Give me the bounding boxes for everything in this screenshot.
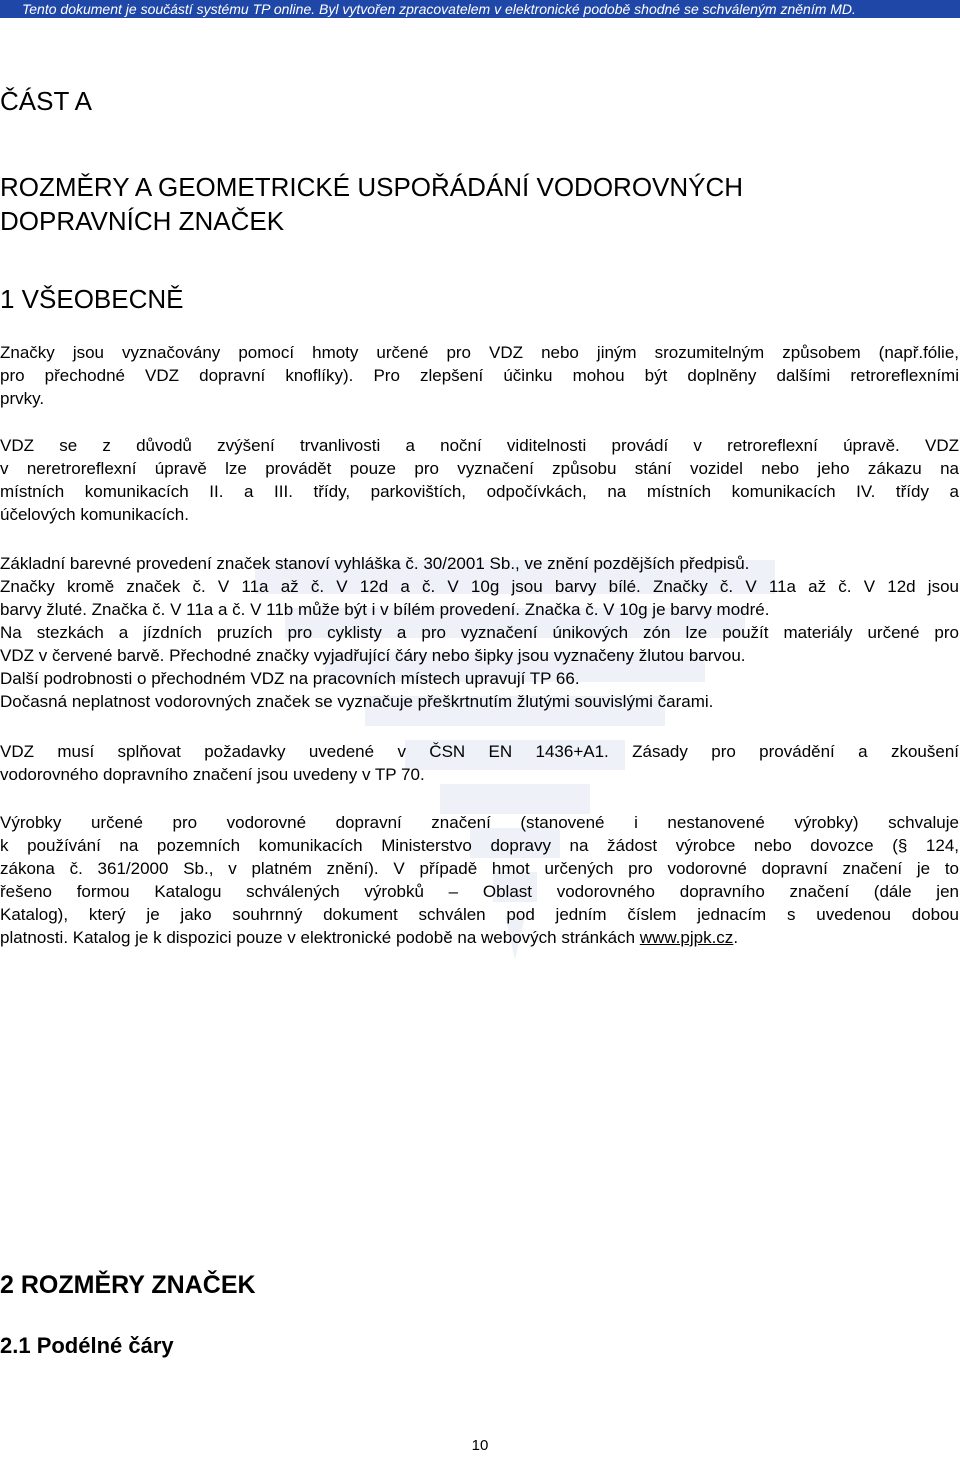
paragraph-2-line-2: v neretroreflexní úpravě lze provádět pouze pro vyznačení způsobu stání vozidel nebo jeho zákazu na bbox=[0, 459, 959, 478]
paragraph-5-line-3: zákona č. 361/2000 Sb., v platném znění). V případě hmot určených pro vodorovné dopravní značení je to bbox=[0, 859, 959, 878]
paragraph-3-line-6: Další podrobnosti o přechodném VDZ na pracovních místech upravují TP 66. bbox=[0, 669, 580, 688]
paragraph-5-line-6-text: platnosti. Katalog je k dispozici pouze v elektronické podobě na webových stránkách bbox=[0, 928, 640, 947]
paragraph-3-line-3: barvy žluté. Značka č. V 11a a č. V 11b může být i v bílém provedení. Značka č. V 10g je barvy modré. bbox=[0, 600, 770, 619]
page-number: 10 bbox=[471, 1437, 489, 1454]
paragraph-1-line-2: pro přechodné VDZ dopravní knoflíky). Pro zlepšení účinku mohou být doplněny dalšími retroreflexními bbox=[0, 366, 959, 385]
paragraph-5-line-2: k používání na pozemních komunikacích Ministerstvo dopravy na žádost výrobce nebo dovozce (§ 124, bbox=[0, 836, 959, 855]
paragraph-4 bbox=[0, 740, 959, 786]
paragraph-5-line-4: řešeno formou Katalogu schválených výrobků – Oblast vodorovného dopravního značení (dále jen bbox=[0, 882, 959, 901]
paragraph-3-line-4: Na stezkách a jízdních pruzích pro cyklisty a pro vyznačení únikových zón lze použít materiály určené pro bbox=[0, 623, 959, 642]
paragraph-3 bbox=[0, 552, 959, 713]
paragraph-5-line-6-end: . bbox=[733, 928, 739, 947]
paragraph-2-line-1: VDZ se z důvodů zvýšení trvanlivosti a noční viditelnosti provádí v retroreflexní úpravě. VDZ bbox=[0, 436, 959, 455]
paragraph-4-line-2: vodorovného dopravního značení jsou uvedeny v TP 70. bbox=[0, 765, 425, 784]
paragraph-5 bbox=[0, 811, 959, 949]
paragraph-2-line-4: účelových komunikacích. bbox=[0, 505, 189, 524]
paragraph-5-line-6 bbox=[0, 926, 959, 949]
document-banner bbox=[0, 0, 960, 18]
paragraph-1 bbox=[0, 341, 959, 410]
part-heading: ČÁST A bbox=[0, 86, 93, 116]
document-title: ROZMĚRY A GEOMETRICKÉ USPOŘÁDÁNÍ VODOROVNÝCH DOPRAVNÍCH ZNAČEK bbox=[0, 172, 744, 236]
paragraph-5-line-5: Katalog), který je jako souhrnný dokument schválen pod jedním číslem jednacím s uvedenou dobou bbox=[0, 905, 959, 924]
paragraph-3-line-7: Dočasná neplatnost vodorovných značek se vyznačuje přeškrtnutím žlutými souvislými čarami. bbox=[0, 692, 714, 711]
paragraph-1-line-1: Značky jsou vyznačovány pomocí hmoty určené pro VDZ nebo jiným srozumitelným způsobem (např.fólie, bbox=[0, 343, 959, 362]
paragraph-2 bbox=[0, 434, 959, 526]
paragraph-3-line-2: Značky kromě značek č. V 11a až č. V 12d a č. V 10g jsou barvy bílé. Značky č. V 11a až č. V 12d jsou bbox=[0, 577, 959, 596]
paragraph-3-line-5: VDZ v červené barvě. Přechodné značky vyjadřující čáry nebo šipky jsou vyznačeny žlutou barvou. bbox=[0, 646, 746, 665]
paragraph-3-line-1: Základní barevné provedení značek stanoví vyhláška č. 30/2001 Sb., ve znění pozdějších předpisů. bbox=[0, 554, 750, 573]
paragraph-1-line-3: prvky. bbox=[0, 389, 45, 408]
paragraph-4-line-1: VDZ musí splňovat požadavky uvedené v ČSN EN 1436+A1. Zásady pro provádění a zkoušení bbox=[0, 742, 959, 761]
section-1-heading: 1 VŠEOBECNĚ bbox=[0, 284, 184, 314]
section-2-heading: 2 ROZMĚRY ZNAČEK bbox=[0, 1271, 256, 1299]
pjpk-website-link[interactable]: www.pjpk.cz bbox=[639, 928, 734, 947]
banner-text: Tento dokument je součástí systému TP online. Byl vytvořen zpracovatelem v elektronické podobě shodné se schváleným zněním MD. bbox=[22, 1, 856, 17]
paragraph-2-line-3: místních komunikacích II. a III. třídy, parkovištích, odpočívkách, na místních komunikacích IV. třídy a bbox=[0, 482, 959, 501]
section-2-1-heading: 2.1 Podélné čáry bbox=[0, 1333, 174, 1358]
paragraph-5-line-1: Výrobky určené pro vodorovné dopravní značení (stanovené i nestanovené výrobky) schvaluje bbox=[0, 813, 959, 832]
